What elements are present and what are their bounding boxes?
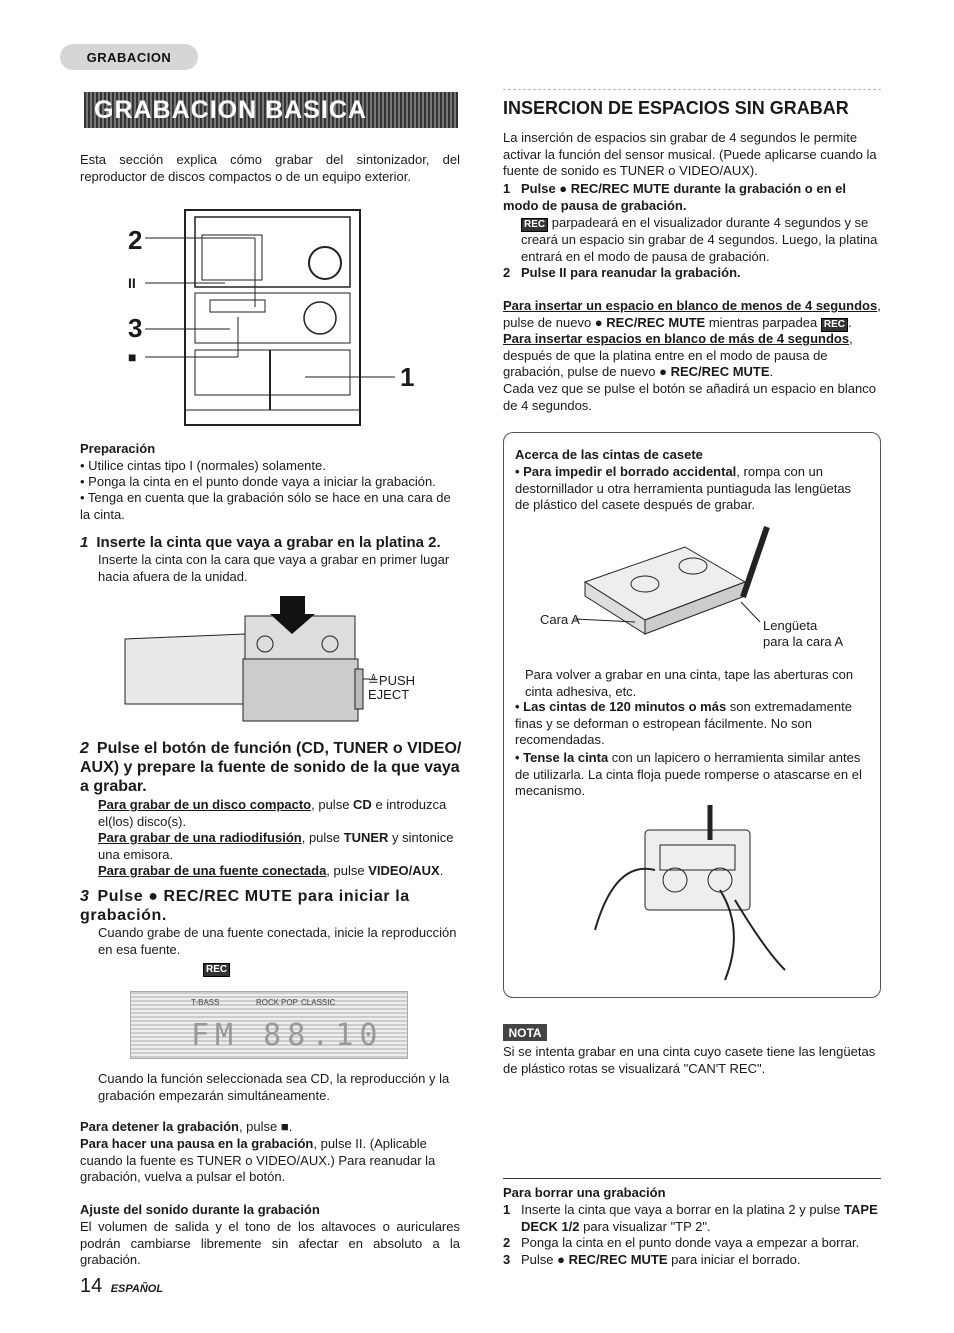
short-gap-text: Para insertar un espacio en blanco de menos de 4 segundos, pulse de nuevo ● REC/REC MUTE mientras parpadea REC .	[503, 298, 881, 330]
rec-mute-key: ● REC/REC MUTE	[594, 314, 706, 330]
text: parpadeará en el visualizador durante 4 segundos y se creará un espacio sin grabar de 4 segundos. Luego, la platina entrará en el modo de pausa de grabación.	[521, 215, 878, 264]
adjust-body: El volumen de salida y el tono de los altavoces o auriculares podrán cambiarse libremente sin afectar en absoluto a la grabación.	[80, 1219, 460, 1267]
cassette-insert-illustration	[115, 594, 435, 726]
text: , pulse	[326, 863, 369, 878]
record-aux-link: Para grabar de una fuente conectada	[98, 863, 327, 878]
callout-pause: II	[128, 275, 136, 291]
erase-steps	[503, 1202, 883, 1268]
step-1-body: Inserte la cinta con la cara que vaya a grabar en primer lugar hacia afuera de la unidad.	[98, 552, 450, 584]
cassette-notes-title: Acerca de las cintas de casete	[515, 447, 703, 462]
rec-indicator: REC	[203, 963, 230, 977]
intro-text: Esta sección explica cómo grabar del sintonizador, del reproductor de discos compactos o de un equipo exterior.	[80, 152, 460, 184]
erase-step	[503, 1202, 883, 1235]
stop-recording-label: Para detener la grabación	[80, 1119, 239, 1134]
step-text	[521, 1202, 883, 1235]
record-cd-text	[98, 797, 460, 830]
divider	[503, 1178, 881, 1179]
rec-mute-key: ● REC/REC MUTE	[659, 364, 770, 379]
each-press-text: Cada vez que se pulse el botón se añadirá un espacio en blanco de 4 segundos.	[503, 381, 876, 413]
erase-step	[503, 1252, 883, 1269]
lcd-display	[130, 991, 408, 1059]
page-footer	[80, 1275, 163, 1298]
rec-mute-key: ● REC/REC MUTE	[557, 1251, 668, 1267]
frequency-readout: FM 88.10	[191, 1018, 384, 1053]
tighten-tape-illustration	[585, 800, 805, 985]
prep-item: • Ponga la cinta en el punto donde vaya a iniciar la grabación.	[80, 474, 436, 489]
rec-indicator: REC	[521, 218, 548, 232]
step-3-body: Cuando grabe de una fuente conectada, inicie la reproducción en esa fuente.	[98, 925, 457, 957]
page-title: GRABACION BASICA	[84, 92, 458, 128]
prep-item: • Utilice cintas tipo I (normales) solamente.	[80, 458, 326, 473]
eject-label: EJECT	[368, 687, 410, 702]
step-title: Pulse el botón de función (CD, TUNER o VIDEO/ AUX) y prepare la fuente de sonido de la que vaya a grabar.	[80, 740, 462, 795]
insertion-step-1	[503, 181, 881, 214]
text: , pulse de nuevo	[503, 298, 881, 330]
insertion-step-1-body	[521, 215, 881, 265]
tense-tape-text	[515, 750, 869, 800]
step-number: 3	[80, 888, 90, 905]
text: , pulse	[301, 830, 344, 845]
tape-deck-key: TAPE DECK 1/2	[521, 1202, 878, 1234]
tighten-tape-figure	[585, 800, 805, 985]
text: y sintonice una emisora.	[98, 830, 454, 862]
rec-indicator: REC	[821, 318, 848, 332]
step-title: Pulse II para reanudar la grabación.	[521, 265, 741, 280]
step-number: 1	[503, 181, 511, 196]
text: mientras parpadea	[705, 314, 821, 330]
callout-2: 2	[128, 225, 143, 255]
text: para iniciar el borrado.	[667, 1251, 801, 1267]
text: .	[769, 364, 774, 379]
re-record-text: Para volver a grabar en una cinta, tape las aberturas con cinta adhesiva, etc.	[525, 667, 854, 699]
stereo-illustration	[110, 205, 440, 435]
text: con un lapicero o herramienta similar antes de utilizarla. La cinta floja puede romperse o atascarse en el mecanismo.	[515, 750, 862, 798]
prep-item: • Tenga en cuenta que la grabación sólo se hace en una cara de la cinta.	[80, 490, 451, 522]
prevent-erase-label: • Para impedir el borrado accidental	[515, 464, 737, 479]
tuner-key: TUNER	[343, 830, 389, 845]
text: , pulse ■.	[238, 1119, 293, 1134]
text: .	[439, 863, 444, 878]
step-1-heading	[80, 533, 460, 552]
long-gap-label: Para insertar espacios en blanco de más de 4 segundos	[503, 331, 850, 346]
step-2-heading	[80, 739, 465, 796]
long-tapes-text	[515, 699, 869, 749]
text: , después de que la platina entre en el modo de pausa de grabación, pulse de nuevo	[503, 331, 853, 379]
cassette-tab-figure	[535, 522, 865, 652]
short-gap-label: Para insertar un espacio en blanco de menos de 4 segundos	[503, 298, 878, 313]
insertion-step-2	[503, 265, 881, 282]
step-text	[521, 1252, 801, 1269]
divider	[503, 89, 881, 90]
aux-key: VIDEO/AUX	[368, 863, 440, 878]
text: e introduzca el(los) disco(s).	[98, 797, 447, 829]
pop-label: POP	[281, 998, 298, 1007]
step-number: 1	[80, 534, 89, 551]
adjust-title: Ajuste del sonido durante la grabación	[80, 1202, 320, 1217]
step-title: Pulse ● REC/REC MUTE durante la grabación o en el modo de pausa de grabación.	[503, 181, 846, 213]
pause-recording-label: Para hacer una pausa en la grabación	[80, 1136, 314, 1151]
step-3-heading	[80, 887, 465, 925]
record-aux-text	[98, 863, 460, 880]
step-number: 3	[503, 1251, 511, 1267]
side-a-label: Cara A	[540, 612, 580, 627]
tbass-label: T-BASS	[191, 998, 220, 1007]
long-gap-text	[503, 331, 883, 381]
prevent-erase-text	[515, 464, 869, 514]
page-language: ESPAÑOL	[110, 1283, 164, 1295]
text: Pulse	[521, 1251, 558, 1267]
callout-stop: ■	[128, 349, 137, 365]
prep-title: Preparación	[80, 441, 156, 456]
step-number: 2	[80, 740, 89, 757]
text: son extremadamente finas y se deforman o estropean fácilmente. No son recomendadas.	[515, 699, 852, 747]
record-tuner-text	[98, 830, 460, 863]
page-number: 14	[80, 1275, 103, 1297]
step-title: Pulse ● REC/REC MUTE para iniciar la grabación.	[80, 888, 410, 924]
tab-label: Lengüeta	[763, 618, 818, 633]
step-number: 2	[503, 1235, 511, 1250]
stop-recording-text	[80, 1119, 460, 1136]
section-tag: GRABACION	[60, 44, 198, 70]
record-tuner-link: Para grabar de una radiodifusión	[98, 830, 302, 845]
display-note: Cuando la función seleccionada sea CD, la reproducción y la grabación empezarán simultáneamente.	[98, 1071, 450, 1103]
section-title: INSERCION DE ESPACIOS SIN GRABAR	[503, 98, 849, 118]
step-number: 1	[503, 1202, 511, 1217]
note-body: Si se intenta grabar en una cinta cuyo casete tiene las lengüetas de plástico rotas se visualizará "CAN'T REC".	[503, 1044, 876, 1076]
text: , pulse	[311, 797, 354, 812]
tab-side-a-label: para la cara A	[763, 634, 844, 649]
erase-step	[503, 1235, 883, 1252]
step-text: Ponga la cinta en el punto donde vaya a empezar a borrar.	[521, 1235, 860, 1250]
text: para visualizar "TP 2".	[579, 1218, 711, 1234]
note-label: NOTA	[503, 1024, 547, 1041]
classic-label: CLASSIC	[301, 998, 336, 1007]
push-label: ≜PUSH	[368, 673, 416, 688]
callout-3: 3	[128, 313, 143, 343]
text: , rompa con un destornillador u otra herramienta puntiaguda las lengüetas de plástico del casete después de grabar.	[515, 464, 852, 512]
text: Inserte la cinta que vaya a borrar en la platina 2 y pulse	[521, 1202, 845, 1217]
step-number: 2	[503, 265, 511, 280]
pause-recording-text	[80, 1136, 460, 1186]
record-cd-link: Para grabar de un disco compacto	[98, 797, 312, 812]
stereo-figure	[110, 205, 440, 435]
callout-1: 1	[400, 362, 415, 392]
rock-label: ROCK	[256, 998, 280, 1007]
cassette-insert-figure	[115, 594, 435, 726]
long-tapes-label: • Las cintas de 120 minutos o más	[515, 699, 727, 714]
text: , pulse II. (Aplicable cuando la fuente es TUNER o VIDEO/AUX.) Para reanudar la grabación, vuelva a pulsar el botón.	[80, 1136, 436, 1184]
step-title: Inserte la cinta que vaya a grabar en la platina 2.	[96, 534, 441, 551]
tense-tape-label: • Tense la cinta	[515, 750, 609, 765]
erase-title: Para borrar una grabación	[503, 1185, 666, 1200]
insertion-intro: La inserción de espacios sin grabar de 4 segundos le permite activar la función del sensor musical. (Puede aplicarse cuando la fuente de sonido es TUNER o VIDEO/AUX).	[503, 130, 877, 178]
cd-key: CD	[353, 797, 372, 812]
